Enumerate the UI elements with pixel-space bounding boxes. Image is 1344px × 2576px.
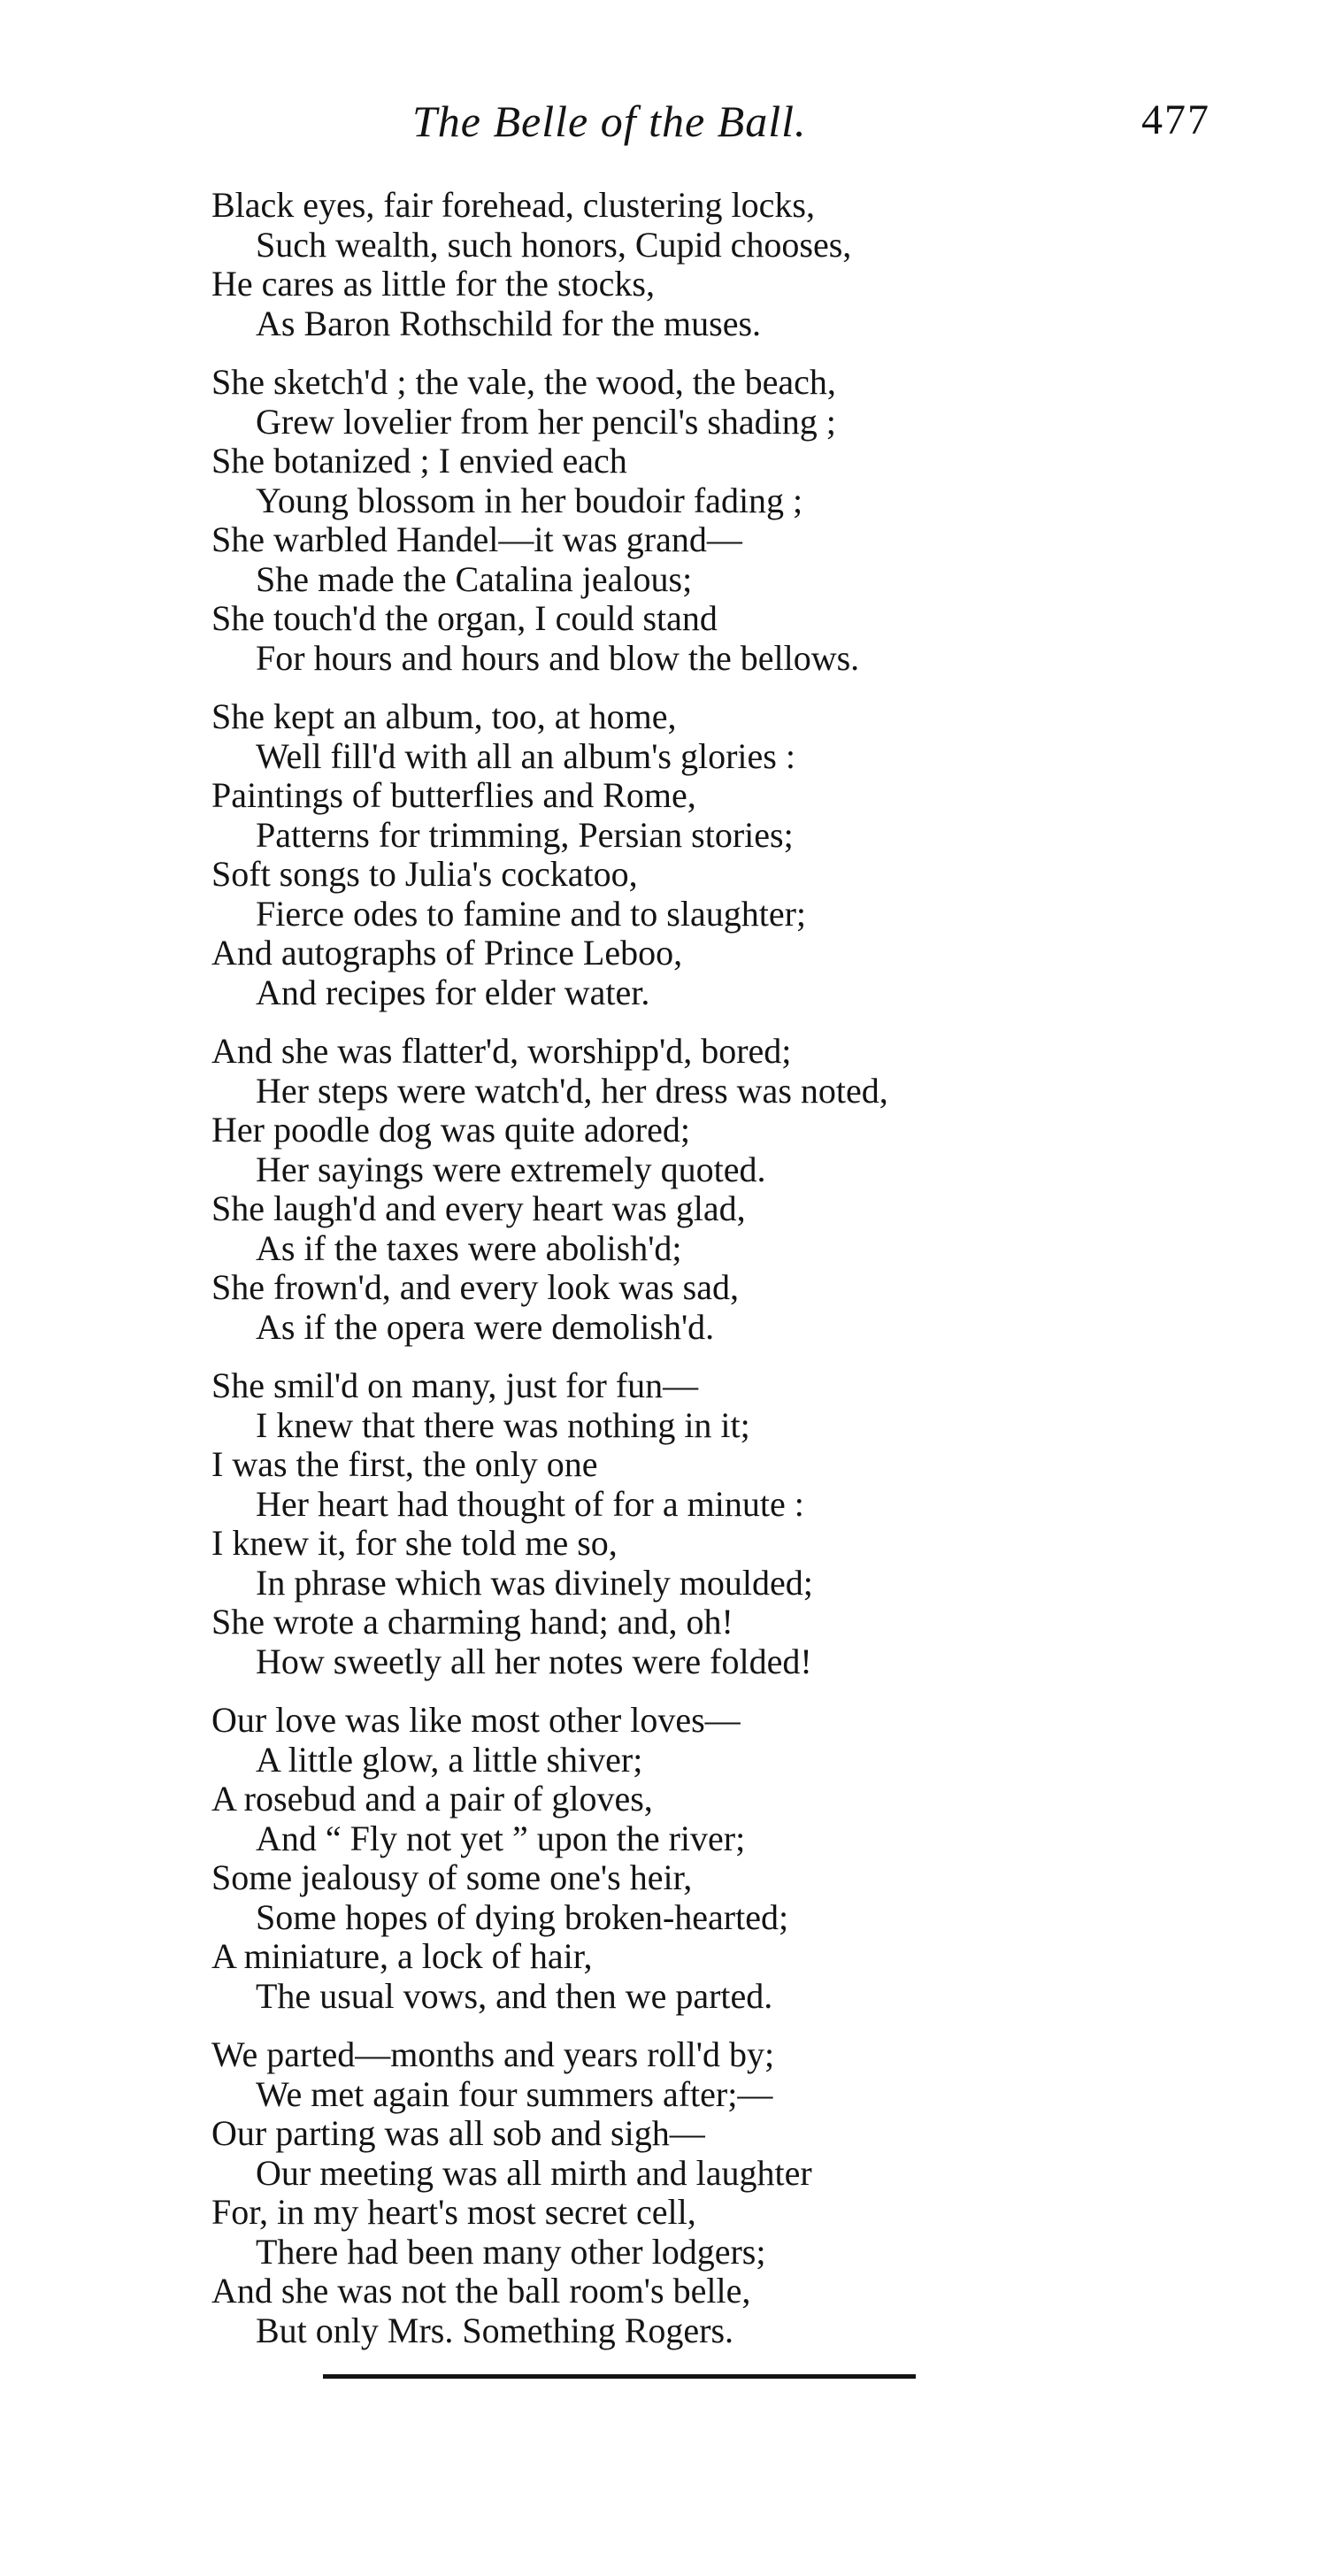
running-title: The Belle of the Ball. (412, 96, 807, 146)
poem-line: She touch'd the organ, I could stand (211, 598, 718, 638)
poem-line: She made the Catalina jealous; (256, 558, 693, 599)
poem-line: We parted—months and years roll'd by; (211, 2034, 775, 2074)
poem-line: Our parting was all sob and sigh— (211, 2113, 705, 2153)
stanza (211, 2035, 1149, 2350)
poem-line: Some jealousy of some one's heir, (211, 1857, 693, 1897)
poem-line: Her steps were watch'd, her dress was noted, (256, 1070, 888, 1111)
poem-body (211, 186, 1149, 2370)
poem-line: She wrote a charming hand; and, oh! (211, 1602, 733, 1642)
poem-line: And recipes for elder water. (256, 972, 650, 1012)
poem-line: Such wealth, such honors, Cupid chooses, (256, 224, 852, 265)
poem-line: I knew that there was nothing in it; (256, 1404, 750, 1445)
poem-line: She smil'd on many, just for fun— (211, 1365, 699, 1405)
page-number: 477 (1141, 96, 1210, 143)
poem-line: We met again four summers after;— (256, 2073, 773, 2114)
page-header (0, 88, 1344, 159)
poem-line: She laugh'd and every heart was glad, (211, 1188, 746, 1228)
poem-line: Our meeting was all mirth and laughter (256, 2152, 812, 2193)
poem-line: She kept an album, too, at home, (211, 696, 677, 736)
poem-line: Her poodle dog was quite adored; (211, 1110, 690, 1150)
poem-line: Soft songs to Julia's cockatoo, (211, 854, 638, 894)
stanza (211, 1366, 1149, 1681)
poem-line: As if the taxes were abolish'd; (256, 1227, 682, 1268)
poem-line: And autographs of Prince Leboo, (211, 933, 683, 973)
stanza (211, 697, 1149, 1012)
poem-line: I was the first, the only one (211, 1444, 598, 1484)
poem-line: She warbled Handel—it was grand— (211, 519, 742, 559)
poem-line: He cares as little for the stocks, (211, 264, 655, 304)
poem-line: Patterns for trimming, Persian stories; (256, 814, 794, 855)
poem-line: In phrase which was divinely moulded; (256, 1562, 813, 1603)
poem-line: For hours and hours and blow the bellows. (256, 637, 860, 678)
poem-line: There had been many other lodgers; (256, 2231, 766, 2272)
stanza (211, 1032, 1149, 1347)
poem-line: For, in my heart's most secret cell, (211, 2192, 696, 2232)
poem-line: As Baron Rothschild for the muses. (256, 303, 762, 343)
poem-line: She frown'd, and every look was sad, (211, 1267, 739, 1307)
poem-line: Well fill'd with all an album's glories : (256, 735, 795, 776)
poem-line: And she was not the ball room's belle, (211, 2271, 751, 2311)
poem-line: The usual vows, and then we parted. (256, 1975, 773, 2016)
poem-line: Black eyes, fair forehead, clustering locks, (211, 185, 815, 225)
stanza (211, 363, 1149, 678)
poem-line: As if the opera were demolish'd. (256, 1306, 715, 1347)
poem-line: Fierce odes to famine and to slaughter; (256, 893, 807, 934)
poem-line: Our love was like most other loves— (211, 1700, 741, 1740)
poem-line: A little glow, a little shiver; (256, 1739, 643, 1780)
stanza (211, 1701, 1149, 2016)
poem-line: A miniature, a lock of hair, (211, 1936, 593, 1976)
poem-line: Her heart had thought of for a minute : (256, 1483, 804, 1524)
poem-line: Paintings of butterflies and Rome, (211, 775, 696, 815)
poem-line: And “ Fly not yet ” upon the river; (256, 1818, 746, 1858)
poem-line: But only Mrs. Something Rogers. (256, 2310, 734, 2350)
poem-line: Young blossom in her boudoir fading ; (256, 480, 803, 520)
poem-line: I knew it, for she told me so, (211, 1523, 618, 1563)
section-divider-rule (323, 2374, 916, 2379)
poem-line: She sketch'd ; the vale, the wood, the beach, (211, 362, 836, 402)
stanza (211, 186, 1149, 343)
poem-line: And she was flatter'd, worshipp'd, bored; (211, 1031, 792, 1071)
poem-line: A rosebud and a pair of gloves, (211, 1779, 653, 1819)
poem-line: Her sayings were extremely quoted. (256, 1149, 766, 1189)
poem-line: Grew lovelier from her pencil's shading ; (256, 401, 836, 442)
poem-line: Some hopes of dying broken-hearted; (256, 1896, 789, 1937)
poem-line: She botanized ; I envied each (211, 441, 627, 481)
poem-line: How sweetly all her notes were folded! (256, 1641, 812, 1681)
